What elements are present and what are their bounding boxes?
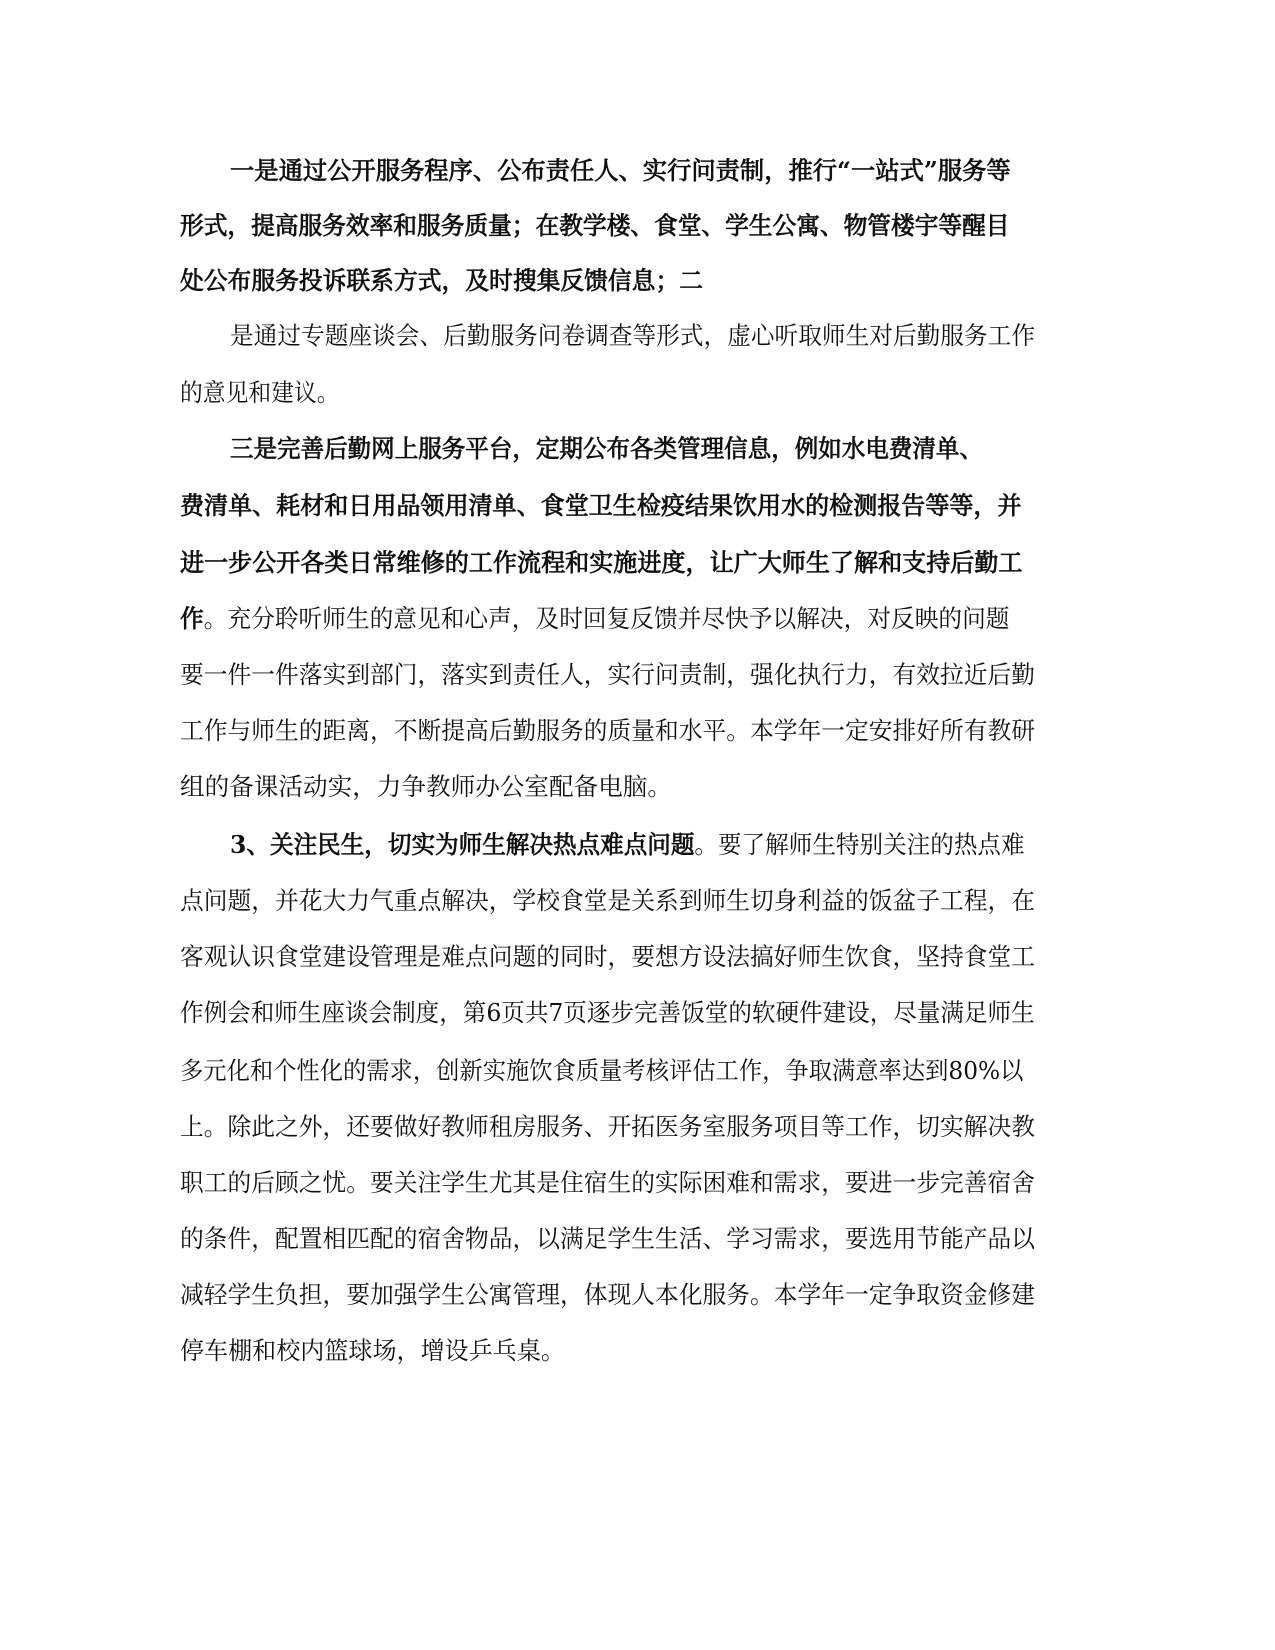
text-line: 处公布服务投诉联系方式，及时搜集反馈信息；二 xyxy=(180,266,703,295)
normal-run: 。充分聆听师生的意见和心声，及时回复反馈并尽快予以解决，对反映的问题 xyxy=(203,604,1010,633)
text-line: 停车棚和校内篮球场，增设乒乓桌。 xyxy=(180,1336,565,1365)
text-line: 费清单、耗材和日用品领用清单、食堂卫生检疫结果饮用水的检测报告等等，并 xyxy=(180,491,1022,520)
text-line: 是通过专题座谈会、后勤服务问卷调查等形式，虚心听取师生对后勤服务工作 xyxy=(230,321,1035,350)
text-line: 多元化和个性化的需求，创新实施饮食质量考核评估工作，争取满意率达到80%以 xyxy=(180,1056,1024,1085)
text-line: 作例会和师生座谈会制度，第6页共7页逐步完善饭堂的软硬件建设，尽量满足师生 xyxy=(180,998,1035,1027)
bold-run: 作 xyxy=(180,604,204,633)
text-line: 减轻学生负担，要加强学生公寓管理，体现人本化服务。本学年一定争取资金修建 xyxy=(180,1280,1035,1309)
text-line: 的条件，配置相匹配的宿舍物品，以满足学生生活、学习需求，要选用节能产品以 xyxy=(180,1224,1035,1253)
text-line: 一是通过公开服务程序、公布责任人、实行问责制，推行“一站式”服务等 xyxy=(230,156,1011,185)
text-line: 要一件一件落实到部门，落实到责任人，实行问责制，强化执行力，有效拉近后勤 xyxy=(180,660,1035,689)
section-heading: 3、关注民生，切实为师生解决热点难点问题 xyxy=(230,830,695,859)
text-line: 职工的后顾之忧。要关注学生尤其是住宿生的实际困难和需求，要进一步完善宿舍 xyxy=(180,1168,1035,1197)
text-line: 组的备课活动实，力争教师办公室配备电脑。 xyxy=(180,772,672,801)
text-line: 三是完善后勤网上服务平台，定期公布各类管理信息，例如水电费清单、 xyxy=(230,434,983,463)
text-line: 点问题，并花大力气重点解决，学校食堂是关系到师生切身利益的饭盆子工程，在 xyxy=(180,886,1035,915)
text-line: 工作与师生的距离，不断提高后勤服务的质量和水平。本学年一定安排好所有教研 xyxy=(180,716,1035,745)
text-line: 形式，提高服务效率和服务质量；在教学楼、食堂、学生公寓、物管楼宇等醒目 xyxy=(180,211,1010,240)
text-line: 的意见和建议。 xyxy=(180,378,340,407)
text-line: 客观认识食堂建设管理是难点问题的同时，要想方设法搞好师生饮食，坚持食堂工 xyxy=(180,942,1035,971)
text-line: 上。除此之外，还要做好教师租房服务、开拓医务室服务项目等工作，切实解决教 xyxy=(180,1112,1035,1141)
text-line xyxy=(230,830,1025,860)
normal-run: 。要了解师生特别关注的热点难 xyxy=(694,830,1025,859)
text-line xyxy=(180,604,1010,634)
text-line: 进一步公开各类日常维修的工作流程和实施进度，让广大师生了解和支持后勤工 xyxy=(180,548,1023,577)
